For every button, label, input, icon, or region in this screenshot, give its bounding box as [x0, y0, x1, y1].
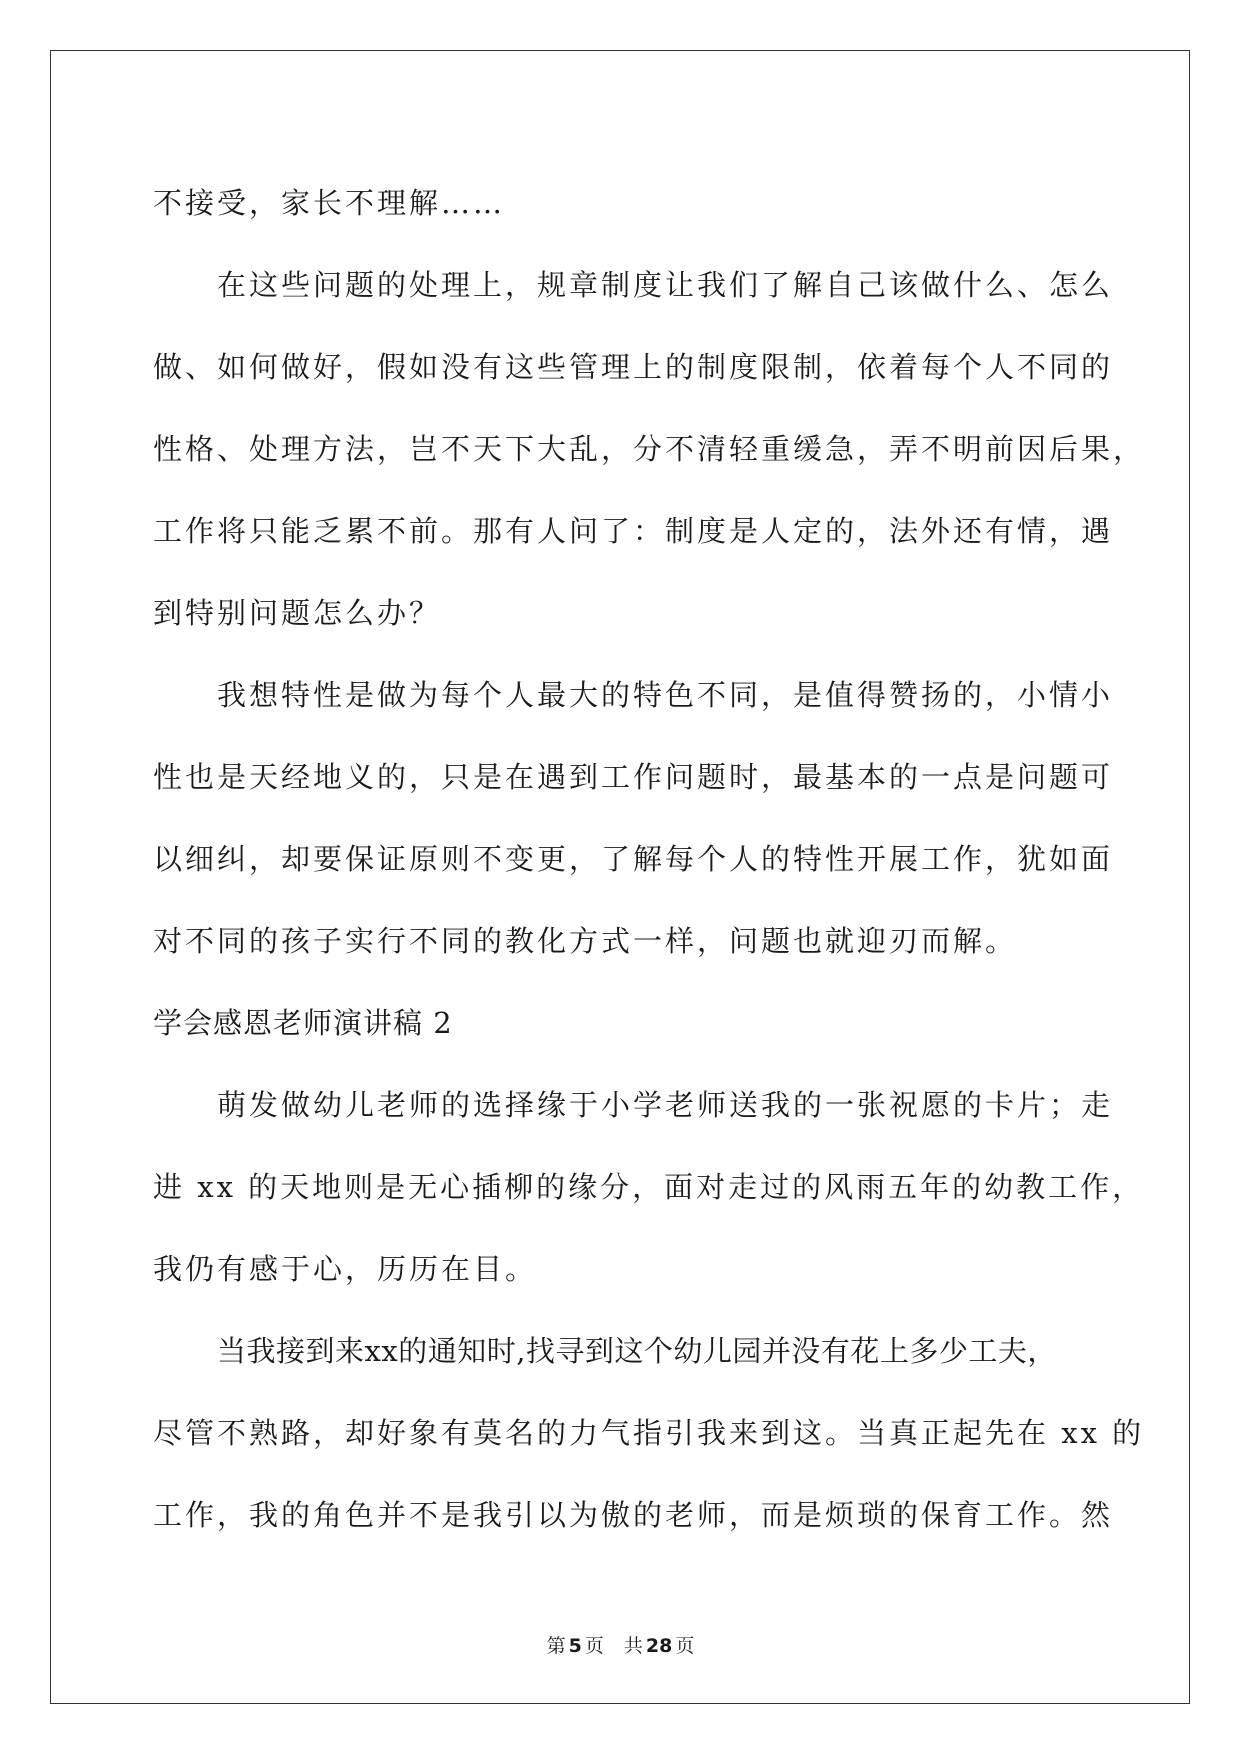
total-pages: 28: [645, 1635, 673, 1657]
text-line: 性格、处理方法，岂不天下大乱，分不清轻重缓急，弄不明前因后果，: [153, 432, 1146, 466]
text-line: 尽管不熟路，却好象有莫名的力气指引我来到这。当真正起先在 xx 的: [153, 1416, 1145, 1450]
text-line: 做、如何做好，假如没有这些管理上的制度限制，依着每个人不同的: [153, 350, 1114, 384]
text-line: 工作将只能乏累不前。那有人问了：制度是人定的，法外还有情，遇: [153, 514, 1114, 548]
text-line: 我想特性是做为每个人最大的特色不同，是值得赞扬的，小情小: [217, 678, 1114, 712]
text-line: 工作，我的角色并不是我引以为傲的老师，而是烦琐的保育工作。然: [153, 1498, 1114, 1532]
page-footer: [0, 1634, 1241, 1658]
section-heading: 学会感恩老师演讲稿 2: [153, 1006, 453, 1040]
footer-prefix: 第: [546, 1635, 566, 1657]
page-number: 5: [568, 1635, 582, 1657]
text-line: 当我接到来xx的通知时,找寻到这个幼儿园并没有花上多少工夫，: [217, 1334, 1057, 1368]
footer-total-suffix: 页: [675, 1635, 695, 1657]
text-line: 以细纠，却要保证原则不变更，了解每个人的特性开展工作，犹如面: [153, 842, 1114, 876]
text-line: 性也是天经地义的，只是在遇到工作问题时，最基本的一点是问题可: [153, 760, 1114, 794]
text-line: 我仍有感于心，历历在目。: [153, 1252, 538, 1286]
text-line: 在这些问题的处理上，规章制度让我们了解自己该做什么、怎么: [217, 268, 1114, 302]
text-line: 萌发做幼儿老师的选择缘于小学老师送我的一张祝愿的卡片；走: [217, 1088, 1114, 1122]
text-line: 进 xx 的天地则是无心插柳的缘分，面对走过的风雨五年的幼教工作，: [153, 1170, 1145, 1204]
text-line: 到特别问题怎么办？: [153, 596, 442, 630]
text-line: 对不同的孩子实行不同的教化方式一样，问题也就迎刃而解。: [153, 924, 1018, 958]
text-line: 不接受，家长不理解……: [153, 186, 506, 220]
document-body: [153, 162, 1146, 1556]
footer-page-suffix: 页: [584, 1635, 604, 1657]
footer-total-prefix: 共: [623, 1635, 643, 1657]
